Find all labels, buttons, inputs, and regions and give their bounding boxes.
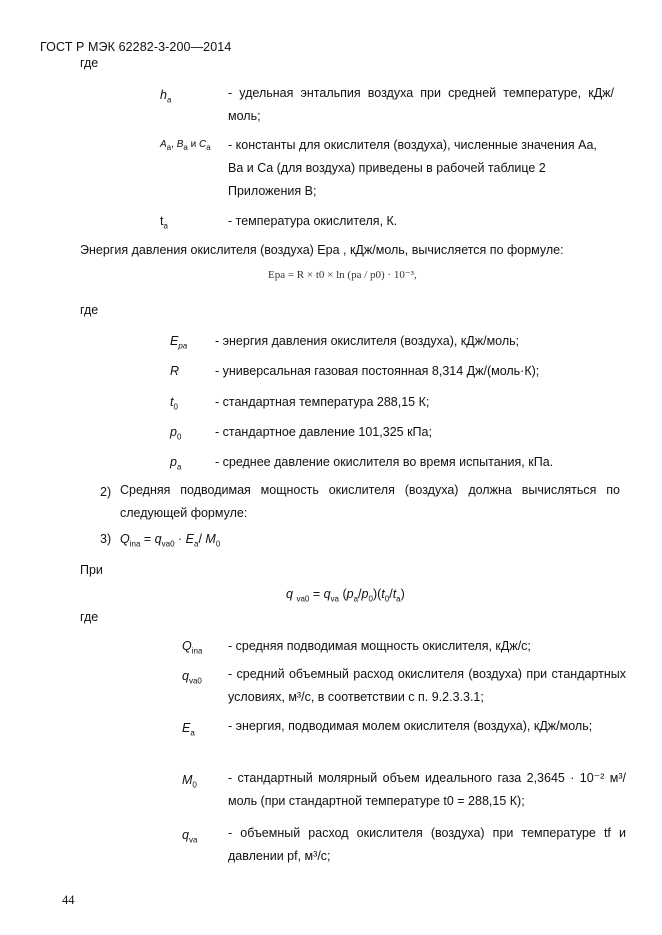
item3-formula: $Q_{ina} = q_{va0} \cdot E_a/$ $M_0$ bbox=[120, 532, 221, 549]
desc-t-a: - температура окислителя, К. bbox=[228, 214, 398, 228]
item2-text: Средняя подводимая мощность окислителя (воздуха) должна вычисляться по следующей формуле: bbox=[120, 483, 620, 520]
where-label-3: где bbox=[80, 610, 99, 624]
desc-h-a: - удельная энтальпия воздуха при средней температуре, кДж/моль; bbox=[228, 86, 614, 123]
formula-energy-pressure: Epa = R × t0 × ln (pa / p0) · 10⁻³, bbox=[268, 269, 417, 281]
symbol-qina: $Q_{ina}$ bbox=[182, 639, 203, 656]
formula-qva0: q $_{va0} = q_{va}$ $(p_a/p_0)(t_0/t_a)$ bbox=[286, 587, 405, 604]
pri-label: При bbox=[80, 563, 103, 577]
desc-pa: - среднее давление окислителя во время испытания, кПа. bbox=[215, 455, 554, 469]
desc-abc: - константы для окислителя (воздуха), численные значения Aa, Ba и Ca (для воздуха) приведены в рабочей таблице 2 Приложения В; bbox=[228, 138, 597, 198]
symbol-t0: $t_0$ bbox=[170, 395, 178, 412]
symbol-h-a: $h_a$ bbox=[160, 88, 172, 105]
symbol-t-a: $t_a$ bbox=[160, 214, 168, 231]
symbol-p0: $p_0$ bbox=[170, 425, 182, 442]
desc-qina: - средняя подводимая мощность окислителя, кДж/с; bbox=[228, 639, 531, 653]
where-label-2: где bbox=[80, 303, 99, 317]
item2-number: 2) bbox=[100, 485, 112, 499]
symbol-ea: $E_a$ bbox=[182, 721, 195, 738]
desc-ea: - энергия, подводимая молем окислителя (воздуха), кДж/моль; bbox=[228, 719, 593, 733]
desc-r: - универсальная газовая постоянная 8,314 Дж/(моль·К); bbox=[215, 364, 540, 378]
desc-qva: - объемный расход окислителя (воздуха) при температуре tf и давлении pf, м³/с; bbox=[228, 826, 626, 863]
symbol-epa: $E_{pa}$ bbox=[170, 334, 188, 351]
symbol-qva0: $q_{va0}$ bbox=[182, 669, 202, 686]
symbol-r: R bbox=[170, 364, 180, 378]
desc-p0: - стандартное давление 101,325 кПа; bbox=[215, 425, 432, 439]
desc-epa: - энергия давления окислителя (воздуха), кДж/моль; bbox=[215, 334, 520, 348]
document-header: ГОСТ Р МЭК 62282-3-200—2014 bbox=[40, 40, 232, 54]
symbol-qva: $q_{va}$ bbox=[182, 828, 198, 845]
symbol-pa: $p_a$ bbox=[170, 455, 182, 472]
page-number: 44 bbox=[62, 893, 75, 907]
desc-qva0: - средний объемный расход окислителя (воздуха) при стандартных условиях, м³/с, в соответствии с п. 9.2.3.3.1; bbox=[228, 667, 626, 704]
desc-t0: - стандартная температура 288,15 К; bbox=[215, 395, 430, 409]
where-label: где bbox=[80, 56, 99, 70]
symbol-abc: $A_a$, $B_a$ и $C_a$ bbox=[160, 139, 211, 152]
symbol-m0: $M_0$ bbox=[182, 773, 197, 790]
desc-m0: - стандартный молярный объем идеального газа 2,3645 · 10⁻² м³/моль (при стандартной температуре t0 = 288,15 К); bbox=[228, 771, 626, 808]
item3-number: 3) bbox=[100, 532, 112, 546]
energy-intro: Энергия давления окислителя (воздуха) Epa , кДж/моль, вычисляется по формуле: bbox=[80, 243, 564, 257]
